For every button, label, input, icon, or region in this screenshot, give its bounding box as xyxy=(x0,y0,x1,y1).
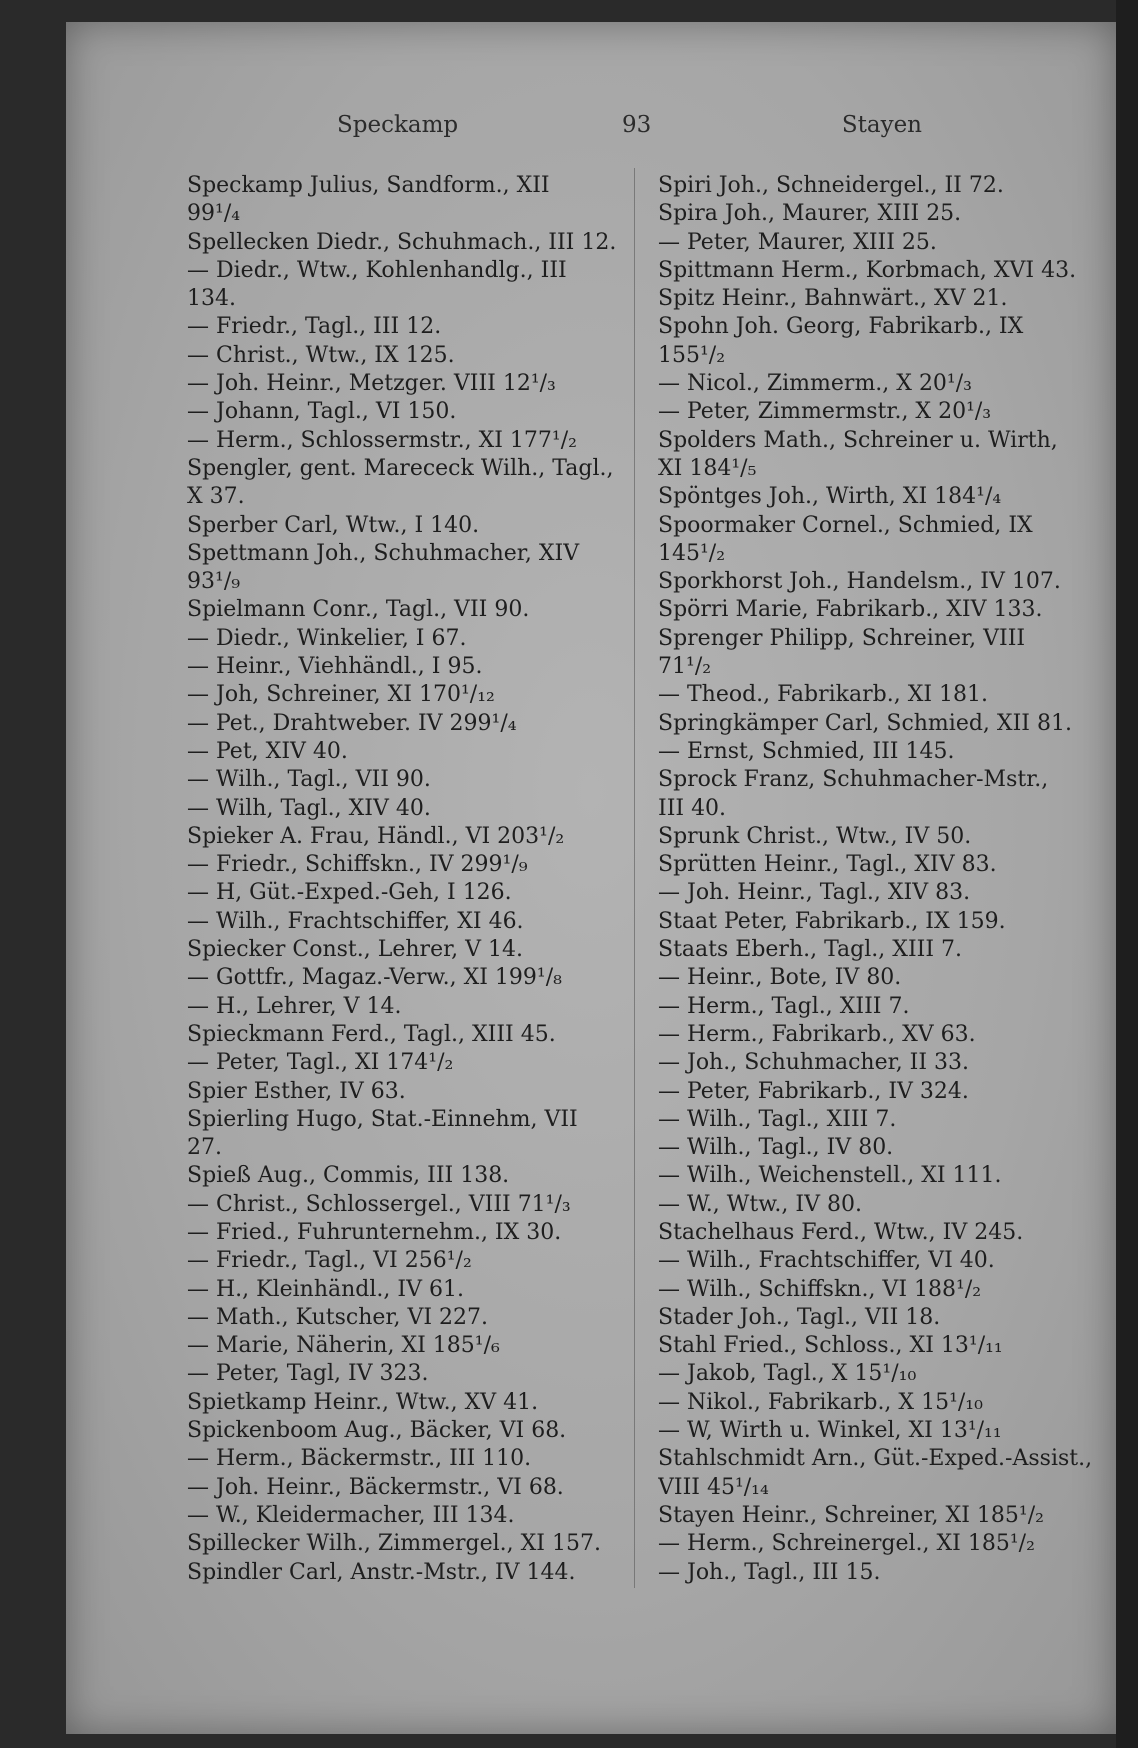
directory-entry-line: Spiri Joh., Schneidergel., II 72. xyxy=(658,173,1004,198)
page-edge-shadow xyxy=(1116,0,1138,1748)
directory-entry-line: Spickenboom Aug., Bäcker, VI 68. xyxy=(187,1418,567,1444)
directory-entry-line: — Friedr., Schiffskn., IV 299¹/₉ xyxy=(187,852,528,878)
directory-entry-line: Spierling Hugo, Stat.-Einnehm, VII xyxy=(187,1106,578,1132)
directory-entry-line: — Johann, Tagl., VI 150. xyxy=(187,399,457,425)
directory-entry-line: Spieker A. Frau, Händl., VI 203¹/₂ xyxy=(187,823,565,849)
directory-entry-line: — Fried., Fuhrunternehm., IX 30. xyxy=(187,1219,562,1245)
directory-entry-line: — Peter, Tagl, IV 323. xyxy=(187,1361,429,1387)
directory-entry-line: Spöntges Joh., Wirth, XI 184¹/₄ xyxy=(658,484,1002,510)
directory-entry-line: — Joh. Heinr., Metzger. VIII 12¹/₃ xyxy=(187,371,556,397)
directory-entry-line: — Peter, Maurer, XIII 25. xyxy=(658,229,937,255)
directory-entry-line: — Joh. Heinr., Bäckermstr., VI 68. xyxy=(187,1474,564,1500)
directory-entry-line: Spindler Carl, Anstr.-Mstr., IV 144. xyxy=(187,1559,576,1585)
directory-entry-line: Sprütten Heinr., Tagl., XIV 83. xyxy=(658,852,997,878)
directory-entry-line: — Friedr., Tagl., VI 256¹/₂ xyxy=(187,1248,472,1274)
directory-entry-line: — H, Güt.-Exped.-Geh, I 126. xyxy=(187,880,512,906)
directory-entry-line: — W., Kleidermacher, III 134. xyxy=(187,1502,515,1528)
directory-entry-line: — Marie, Näherin, XI 185¹/₆ xyxy=(187,1333,500,1359)
directory-entry-line: Spoormaker Cornel., Schmied, IX xyxy=(658,512,1033,538)
directory-entry-line: Spieß Aug., Commis, III 138. xyxy=(187,1163,510,1189)
directory-entry-line: Spitz Heinr., Bahnwärt., XV 21. xyxy=(658,286,1008,312)
directory-entry-line: — Herm., Fabrikarb., XV 63. xyxy=(658,1021,976,1047)
directory-entry-line: — H., Lehrer, V 14. xyxy=(187,993,402,1019)
directory-entry-line: — Wilh., Tagl., XIII 7. xyxy=(658,1106,897,1132)
directory-entry-line: Spittmann Herm., Korbmach, XVI 43. xyxy=(658,257,1077,283)
directory-entry-line: Stahl Fried., Schloss., XI 13¹/₁₁ xyxy=(658,1333,1003,1359)
directory-entry-line: — Wilh., Frachtschiffer, VI 40. xyxy=(658,1248,995,1274)
page-header xyxy=(187,112,922,146)
directory-entry-line: — Peter, Tagl., XI 174¹/₂ xyxy=(187,1050,454,1076)
directory-entry-line: 93¹/₉ xyxy=(187,569,241,595)
directory-entry-line: Spira Joh., Maurer, XIII 25. xyxy=(658,201,962,227)
directory-entry-line: X 37. xyxy=(187,484,245,510)
directory-entry-line: — Jakob, Tagl., X 15¹/₁₀ xyxy=(658,1361,917,1387)
directory-entry-line: Stahlschmidt Arn., Güt.-Exped.-Assist., xyxy=(658,1446,1093,1472)
directory-entry-line: Spiecker Const., Lehrer, V 14. xyxy=(187,937,524,963)
right-column xyxy=(658,172,1098,1587)
header-right-keyword: Stayen xyxy=(841,112,922,138)
directory-entry-line: Spolders Math., Schreiner u. Wirth, xyxy=(658,427,1058,453)
directory-entry-line: — Herm., Schlossermstr., XI 177¹/₂ xyxy=(187,427,577,453)
directory-entry-line: — Friedr., Tagl., III 12. xyxy=(187,314,442,340)
directory-entry-line: Sprock Franz, Schuhmacher-Mstr., xyxy=(658,767,1049,793)
directory-entry-line: III 40. xyxy=(658,795,727,821)
directory-entry-line: Stayen Heinr., Schreiner, XI 185¹/₂ xyxy=(658,1502,1044,1528)
directory-entry-line: Spellecken Diedr., Schuhmach., III 12. xyxy=(187,229,617,255)
directory-entry-line: — Pet., Drahtweber. IV 299¹/₄ xyxy=(187,710,517,736)
directory-entry-line: Staats Eberh., Tagl., XIII 7. xyxy=(658,937,962,963)
directory-entry-line: — Joh. Heinr., Tagl., XIV 83. xyxy=(658,880,971,906)
directory-entry-line: — Heinr., Bote, IV 80. xyxy=(658,965,902,991)
directory-entry-line: — Wilh., Frachtschiffer, XI 46. xyxy=(187,908,524,934)
directory-entry-line: — W., Wtw., IV 80. xyxy=(658,1191,862,1217)
header-left-keyword: Speckamp xyxy=(337,112,459,138)
directory-entry-line: 145¹/₂ xyxy=(658,540,726,566)
directory-entry-line: Spörri Marie, Fabrikarb., XIV 133. xyxy=(658,597,1043,623)
directory-entry-line: — Herm., Tagl., XIII 7. xyxy=(658,993,910,1019)
directory-entry-line: — Joh., Tagl., III 15. xyxy=(658,1559,881,1585)
directory-entry-line: Sperber Carl, Wtw., I 140. xyxy=(187,512,480,538)
directory-entry-line: Spielmann Conr., Tagl., VII 90. xyxy=(187,597,530,623)
directory-entry-line: Spettmann Joh., Schuhmacher, XIV xyxy=(187,540,580,566)
directory-entry-line: 71¹/₂ xyxy=(658,654,712,680)
left-column xyxy=(187,172,622,1587)
directory-entry-line: Spietkamp Heinr., Wtw., XV 41. xyxy=(187,1389,539,1415)
directory-entry-line: — Pet, XIV 40. xyxy=(187,738,348,764)
page-number: 93 xyxy=(622,112,652,138)
directory-entry-line: — Nicol., Zimmerm., X 20¹/₃ xyxy=(658,371,972,397)
directory-entry-line: Spillecker Wilh., Zimmergel., XI 157. xyxy=(187,1531,601,1557)
directory-entry-line: Staat Peter, Fabrikarb., IX 159. xyxy=(658,908,1006,934)
directory-entry-line: Stachelhaus Ferd., Wtw., IV 245. xyxy=(658,1219,1024,1245)
directory-entry-line: VIII 45¹/₁₄ xyxy=(658,1474,769,1500)
directory-entry-line: Spohn Joh. Georg, Fabrikarb., IX xyxy=(658,314,1024,340)
directory-entry-line: 134. xyxy=(187,286,236,312)
directory-entry-line: — Gottfr., Magaz.-Verw., XI 199¹/₈ xyxy=(187,965,562,991)
directory-entry-line: — W, Wirth u. Winkel, XI 13¹/₁₁ xyxy=(658,1418,1002,1444)
directory-entry-line: — H., Kleinhändl., IV 61. xyxy=(187,1276,464,1302)
directory-entry-line: — Math., Kutscher, VI 227. xyxy=(187,1304,489,1330)
directory-entry-line: — Diedr., Wtw., Kohlenhandlg., III xyxy=(187,257,567,283)
directory-entry-line: — Theod., Fabrikarb., XI 181. xyxy=(658,682,989,708)
directory-entry-line: 155¹/₂ xyxy=(658,342,726,368)
directory-entry-line: — Wilh., Tagl., VII 90. xyxy=(187,767,431,793)
directory-entry-line: Sprenger Philipp, Schreiner, VIII xyxy=(658,625,1026,651)
directory-entry-line: — Heinr., Viehhändl., I 95. xyxy=(187,654,483,680)
directory-entry-line: — Joh, Schreiner, XI 170¹/₁₂ xyxy=(187,682,495,708)
directory-entry-line: Spengler, gent. Marececk Wilh., Tagl., xyxy=(187,455,614,481)
directory-entry-line: — Nikol., Fabrikarb., X 15¹/₁₀ xyxy=(658,1389,983,1415)
directory-entry-line: — Peter, Fabrikarb., IV 324. xyxy=(658,1078,969,1104)
directory-entry-line: Spieckmann Ferd., Tagl., XIII 45. xyxy=(187,1021,556,1047)
column-divider xyxy=(634,168,635,1588)
directory-entry-line: Sprunk Christ., Wtw., IV 50. xyxy=(658,823,972,849)
directory-entry-line: XI 184¹/₅ xyxy=(658,455,757,481)
directory-entry-line: — Joh., Schuhmacher, II 33. xyxy=(658,1050,970,1076)
directory-entry-line: — Wilh., Tagl., IV 80. xyxy=(658,1135,894,1161)
directory-entry-line: Sporkhorst Joh., Handelsm., IV 107. xyxy=(658,569,1061,595)
directory-entry-line: — Diedr., Winkelier, I 67. xyxy=(187,625,467,651)
directory-entry-line: — Christ., Wtw., IX 125. xyxy=(187,342,455,368)
directory-entry-line: Speckamp Julius, Sandform., XII xyxy=(187,173,550,198)
directory-entry-line: — Wilh., Schiffskn., VI 188¹/₂ xyxy=(658,1276,982,1302)
directory-entry-line: Stader Joh., Tagl., VII 18. xyxy=(658,1304,941,1330)
directory-entry-line: — Wilh, Tagl., XIV 40. xyxy=(187,795,431,821)
directory-entry-line: — Peter, Zimmermstr., X 20¹/₃ xyxy=(658,399,992,425)
directory-entry-line: — Wilh., Weichenstell., XI 111. xyxy=(658,1163,1002,1189)
directory-entry-line: — Christ., Schlossergel., VIII 71¹/₃ xyxy=(187,1191,571,1217)
directory-entry-line: Spier Esther, IV 63. xyxy=(187,1078,406,1104)
directory-entry-line: 99¹/₄ xyxy=(187,201,241,227)
directory-entry-line: — Ernst, Schmied, III 145. xyxy=(658,738,955,764)
directory-entry-line: — Herm., Schreinergel., XI 185¹/₂ xyxy=(658,1531,1035,1557)
directory-entry-line: — Herm., Bäckermstr., III 110. xyxy=(187,1446,532,1472)
directory-entry-line: Springkämper Carl, Schmied, XII 81. xyxy=(658,710,1072,736)
directory-entry-line: 27. xyxy=(187,1135,222,1161)
